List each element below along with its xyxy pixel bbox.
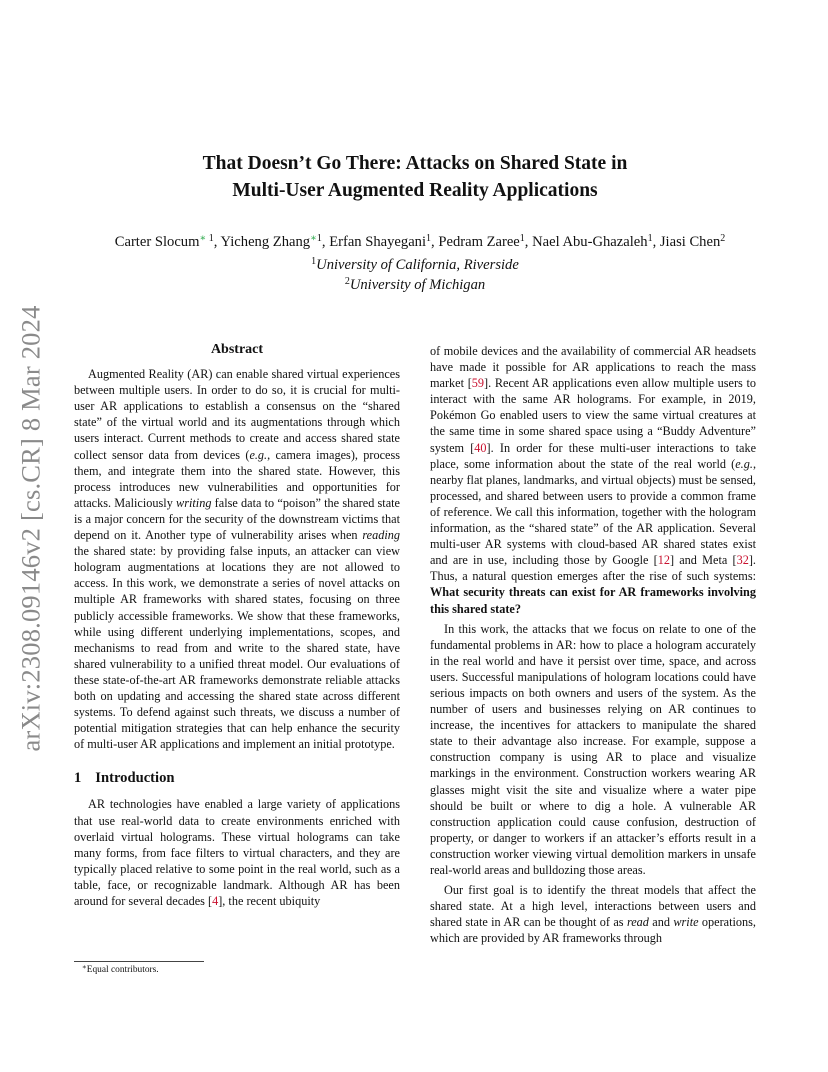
citation-link[interactable]: 12 [657, 553, 670, 568]
arxiv-id: arXiv:2308.09146v2 [cs.CR] 8 Mar 2024 [15, 304, 46, 752]
footnote-rule [74, 961, 204, 962]
intro-paragraph: In this work, the attacks that we focus on relate to one of the fundamental problems in AR: how to place a hologram accurately in the real world and have it persist over time, space, and across users. Successful manipulations of hologram locations could have serious impacts on both owners and users of the system. As the number of users and businesses relying on AR continues to increase, the incentives for attackers to manipulate the shared state to their advantage also increase. For example, suppose a construction company is using AR to place and visualize markings in the environment. Construction workers wearing AR glasses might visit the site and visualize where a water pipe should be built or where to dig a hole. A vulnerable AR construction application could cause confusion, destruction of property, or danger to workers if an attacker’s efforts result in a construction worker viewing virtual demolition markers in unsafe real-world areas and bulldozing those areas. [430, 621, 756, 877]
author: Pedram Zaree$^1$ [438, 233, 525, 250]
paper-title [110, 150, 720, 204]
intro-paragraph: AR technologies have enabled a large variety of applications that use real-world data to create environments enriched with overlaid virtual holograms. These virtual holograms can take many forms, from face filters to virtual characters, and they are typically placed relative to some point in the real world, such as a table, face, or recognizable landmark. Although AR has been around for several decades [4], the recent ubiquity [74, 797, 400, 908]
citation-link[interactable]: 4 [212, 894, 219, 908]
affiliation: $^1$University of California, Riverside [311, 256, 519, 273]
abstract-text: Augmented Reality (AR) can enable shared virtual experiences between multiple users. In order to do so, it is crucial for multi-user AR applications to establish a consensus on the “shared state” of the virtual world and its augmentations through which users interact. Current methods to create and access shared state collect sensor data from devices (e.g., camera images), process them, and integrate them into the shared state. However, this process introduces new vulnerabilities and opportunities for attacks. Maliciously writing false data to “poison” the shared state is a major concern for the security of the downstream victims that depend on it. Another type of vulnerability arises when reading the shared state: by providing false inputs, an attacker can view hologram augmentations at locations they are not allowed to access. In this work, we demonstrate a series of novel attacks on multiple AR frameworks with shared states, focusing on three publicly accessible frameworks. We show that these frameworks, while using different underlying implementations, scopes, and mechanisms to read from and write to the shared state, have shared vulnerability to a unified threat model. Our evaluations of these state-of-the-art AR frameworks demonstrate reliable attacks both on updating and accessing the shared state across different systems. To defend against such threats, we discuss a number of potential mitigation strategies that can help enhance the security of multi-user AR applications and implement an initial prototype. [74, 367, 400, 752]
author: Carter Slocum$^{∗ 1}$ [114, 233, 214, 250]
affiliation: $^2$University of Michigan [344, 276, 486, 293]
author-list: Carter Slocum$^{∗ 1}$, Yicheng Zhang$^{∗1}$, Erfan Shayegani$^1$, Pedram Zaree$^1$, Nael Abu-Ghazaleh$^1$, Jiasi Chen$^2$ [114, 233, 726, 250]
right-column [430, 343, 756, 946]
intro-paragraph: Our first goal is to identify the threat models that affect the shared state. At a high level, interactions between users and shared state in AR can be thought of as read and write operations, which are provided by AR frameworks through [430, 883, 756, 946]
author: Erfan Shayegani$^1$ [329, 233, 432, 250]
author: Jiasi Chen$^2$ [659, 233, 726, 250]
author: Nael Abu-Ghazaleh$^1$ [532, 233, 653, 250]
section-heading-introduction: 1 Introduction [74, 770, 175, 787]
footnote: ∗Equal contributors. [82, 963, 159, 975]
author: Yicheng Zhang$^{∗1}$ [220, 233, 322, 250]
abstract-heading: Abstract [210, 342, 264, 357]
left-column [74, 342, 400, 909]
intro-paragraph: of mobile devices and the availability of commercial AR headsets have made it possible for AR applications to reach the mass market [59]. Recent AR applications even allow multiple users to interact with the same AR holograms. For example, in 2019, Pokémon Go enabled users to view the same virtual creatures at the same time in some shared space using a “Buddy Adventure” system [40]. In order for these multi-user interactions to take place, some information about the state of the real world (e.g., nearby flat planes, landmarks, and virtual objects) must be sensed, processed, and shared between users to provide a common frame of reference. We call this information, together with the hologram information, as the “shared state” of the AR application. Several multi-user AR systems with cloud-based AR shared states exist and are in use, including those by Google [12] and Meta [32]. Thus, a natural question emerges after the rise of such systems: What security threats can exist for AR frameworks involving this shared state? [430, 344, 757, 616]
citation-link[interactable]: 32 [736, 553, 749, 568]
citation-link[interactable]: 40 [474, 440, 487, 455]
title-line: Multi-User Augmented Reality Applications [232, 180, 598, 201]
title-line: That Doesn’t Go There: Attacks on Shared State in [202, 153, 628, 174]
citation-link[interactable]: 59 [471, 376, 485, 391]
arxiv-watermark [14, 288, 48, 768]
